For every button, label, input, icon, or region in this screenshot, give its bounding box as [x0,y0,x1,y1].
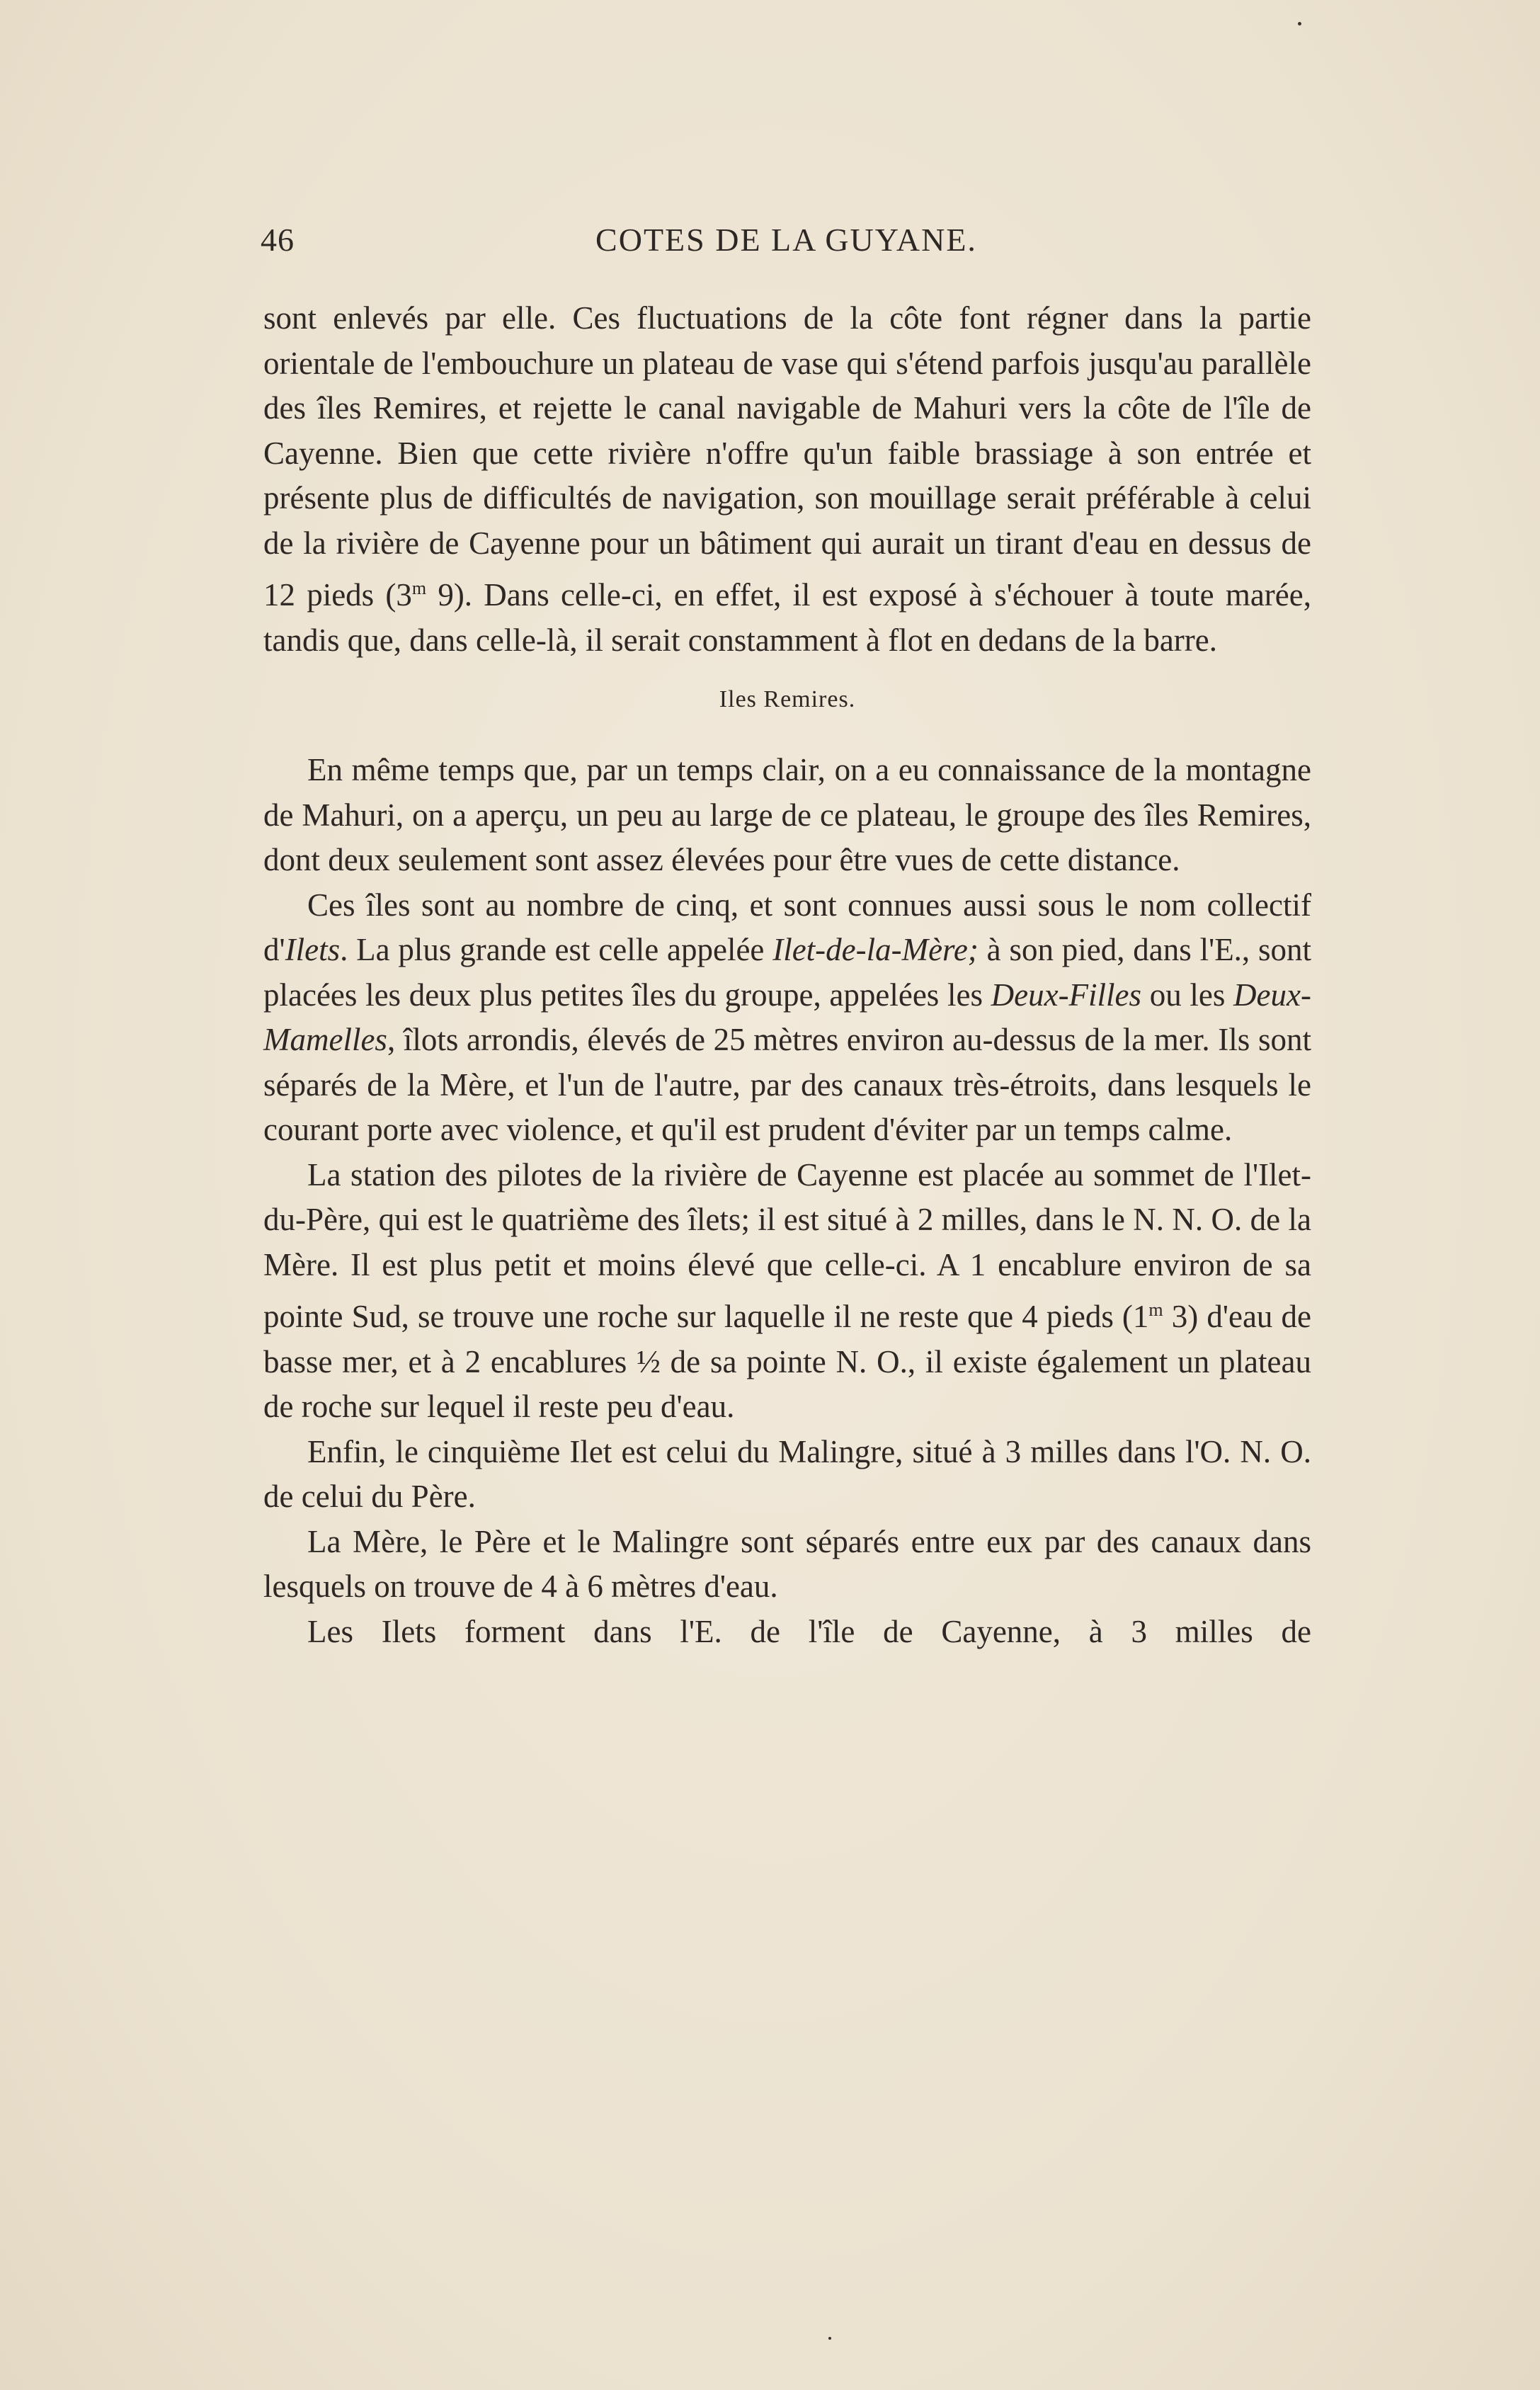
page-number: 46 [261,222,295,258]
paragraph-3-italic-deux-mamelles: Deux-Mamelles [263,977,1311,1057]
paragraph-3-e: , îlots arrondis, élevés de 25 mètres environ au-dessus de la mer. Ils sont séparés de la Mère, et l'un de l'autre, par des canaux très-étroits, dans lesquels le courant porte avec violence, et qu'il est prudent d'éviter par un temps calme. [263,1022,1311,1147]
paragraph-1-text-end: 9). Dans celle-ci, en effet, il est exposé à s'échouer à toute marée, tandis que, dans celle-là, il serait constamment à flot en dedans de la barre. [263,577,1311,658]
ink-speck [1298,22,1301,25]
paragraph-3-c: à son pied, dans l'E., sont placées les deux plus petites îles du groupe, appelées les [263,932,1312,1013]
paragraph-3 [263,883,1311,1153]
paragraph-6: La Mère, le Père et le Malingre sont séparés entre eux par des canaux dans lesquels on trouve de 4 à 6 mètres d'eau. [263,1523,1311,1604]
paragraph-3-b: . La plus grande est celle appelée [340,932,773,967]
paragraph-4-c: de sa pointe N. O., il existe également un plateau de roche sur lequel il reste peu d'eau. [263,1343,1311,1424]
paragraph-1-superscript: m [411,578,427,598]
paragraph-3-d: ou les [1141,977,1234,1013]
page-header [261,221,1312,263]
paragraph-1 [263,296,1311,663]
paragraph-4 [263,1153,1311,1430]
running-title: COTES DE LA GUYANE. [595,222,977,258]
paragraph-3-a: Ces îles sont au nombre de cinq, et sont connues aussi sous le nom collectif d' [263,887,1311,967]
paragraph-3-italic-deux-filles: Deux-Filles [991,977,1142,1013]
paragraph-4-b: 3) d'eau de basse mer, et à 2 encablures [263,1299,1311,1379]
paragraph-5: Enfin, le cinquième Ilet est celui du Malingre, situé à 3 milles dans l'O. N. O. de celui du Père. [263,1433,1311,1514]
paragraph-3-italic-ilet-de-la-mere: Ilet-de-la-Mère; [772,932,979,967]
paragraph-4-superscript: m [1148,1299,1163,1320]
paragraph-7: Les Ilets forment dans l'E. de l'île de Cayenne, à 3 milles de [307,1613,1311,1649]
section-title: Iles Remires. [719,686,856,712]
paragraph-1-text: sont enlevés par elle. Ces fluctuations de la côte font régner dans la partie orientale de l'embouchure un plateau de vase qui s'étend parfois jusqu'au parallèle des îles Remires, et rejette le canal navigable de Mahuri vers la côte de l'île de Cayenne. Bien que cette rivière n'offre qu'un faible brassiage à son entrée et présente plus de difficultés de navigation, son mouillage serait préférable à celui de la rivière de Cayenne pour un bâtiment qui aurait un tirant d'eau en dessus de 12 pieds (3 [263,300,1311,613]
paragraph-2: En même temps que, par un temps clair, on a eu connaissance de la montagne de Mahuri, on a aperçu, un peu au large de ce plateau, le groupe des îles Remires, dont deux seulement sont assez élevées pour être vues de cette distance. [263,752,1311,877]
body-text [263,296,1311,1654]
paragraph-4-fraction: ½ [637,1343,661,1379]
ink-speck [828,2337,831,2340]
paragraph-3-italic-ilets: Ilets [285,932,341,967]
paragraph-4-a: La station des pilotes de la rivière de Cayenne est placée au sommet de l'Ilet-du-Père, qui est le quatrième des îlets; il est situé à 2 milles, dans le N. N. O. de la Mère. Il est plus petit et moins élevé que celle-ci. A 1 encablure environ de sa pointe Sud, se trouve une roche sur laquelle il ne reste que 4 pieds (1 [263,1156,1311,1334]
